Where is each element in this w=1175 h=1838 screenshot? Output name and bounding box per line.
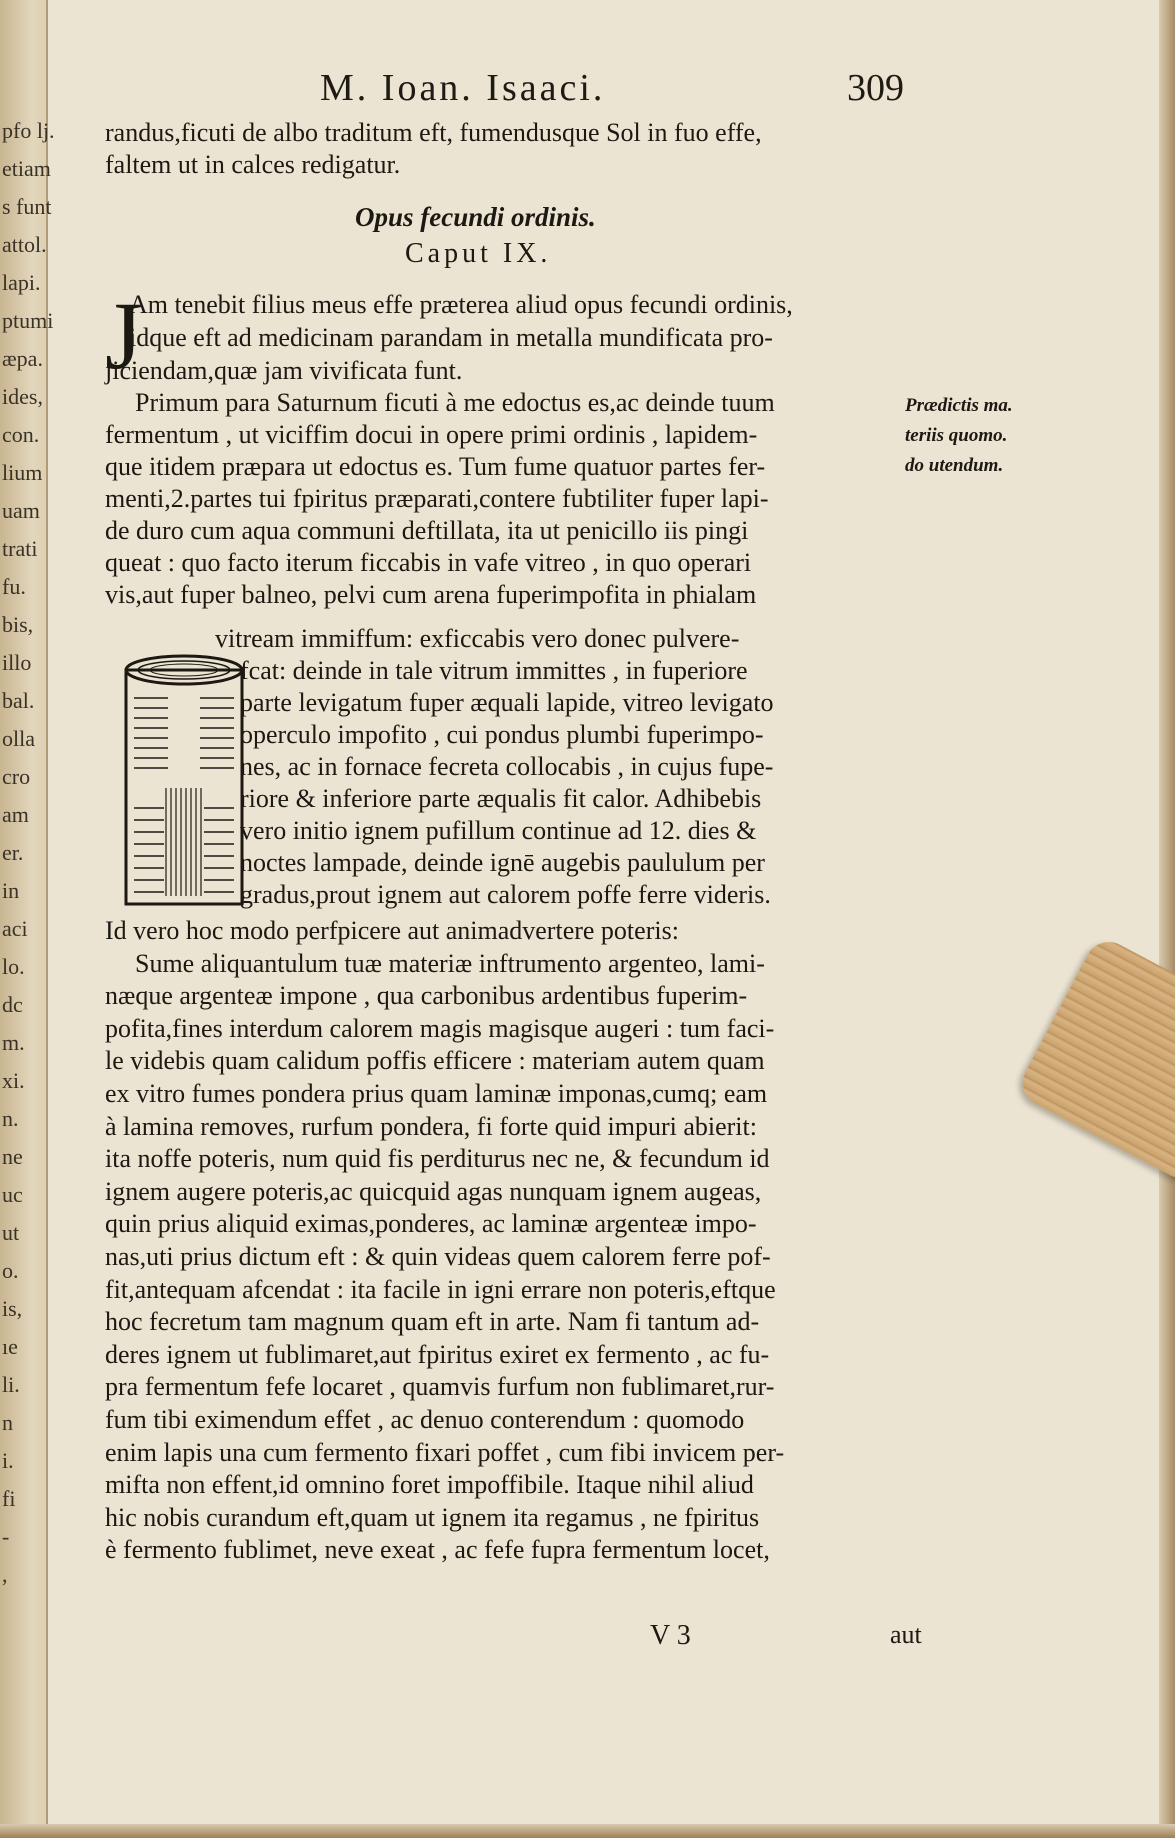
facing-page-fragment: am: [2, 802, 29, 827]
facing-page-fragment: ,: [2, 1562, 8, 1587]
facing-page-fragment: li.: [2, 1372, 20, 1397]
text-line: nes, ac in fornace fecreta collocabis , in cujus fupe-: [240, 752, 774, 781]
text-line: jiciendam,quæ jam vivificata funt.: [105, 356, 463, 385]
facing-page-fragment: lium: [2, 460, 43, 485]
text-line: à lamina removes, rurfum pondera, fi forte quid impuri abierit:: [105, 1111, 757, 1141]
facing-page-fragment: trati: [2, 536, 38, 561]
facing-page-fragment: -: [2, 1524, 10, 1549]
facing-page-fragment: pfo lj.: [2, 118, 55, 143]
text-line: hic nobis curandum eft,quam ut ignem ita regamus , ne fpiritus: [105, 1502, 760, 1532]
facing-page-fragment: uc: [2, 1182, 23, 1207]
facing-page-fragment: s funt: [2, 194, 52, 219]
facing-page-fragment: fu.: [2, 574, 26, 599]
marginal-note: [905, 395, 1055, 485]
text-line: parte levigatum fuper æquali lapide, vitreo levigato: [240, 688, 774, 717]
section-title: Opus fecundi ordinis.: [355, 202, 596, 232]
text-line: gradus,prout ignem aut calorem poffe ferre videris.: [240, 880, 771, 909]
text-line: faltem ut in calces redigatur.: [105, 150, 401, 179]
text-line: nas,uti prius dictum eft : & quin videas quem calorem ferre pof-: [105, 1242, 771, 1271]
facing-page-fragment: ptumi: [2, 308, 54, 333]
text-line: idque eft ad medicinam parandam in metalla mundificata pro-: [129, 323, 773, 352]
text-line: menti,2.partes tui fpiritus præparati,contere fubtiliter fuper lapi-: [105, 484, 769, 513]
page-number: 309: [847, 67, 904, 109]
facing-page-fragment: ides,: [2, 384, 43, 409]
text-line: Id vero hoc modo perfpicere aut animadvertere poteris:: [105, 916, 679, 945]
chapter-heading: Caput IX.: [405, 238, 552, 269]
text-line: fermentum , ut viciffim docui in opere primi ordinis , lapidem-: [105, 420, 758, 449]
facing-page-fragment: olla: [2, 726, 35, 751]
text-line: hoc fecretum tam magnum quam eft in arte. Nam fi tantum ad-: [105, 1307, 760, 1337]
facing-page-fragment: bal.: [2, 688, 35, 713]
text-line: de duro cum aqua communi deftillata, ita ut penicillo iis pingi: [105, 516, 749, 545]
marginal-note-line: do utendum.: [905, 455, 1004, 476]
wooden-page-holder: [1014, 934, 1175, 1187]
facing-page-fragment: cro: [2, 764, 31, 789]
text-line: pra fermentum fefe locaret , quamvis furfum non fublimaret,rur-: [105, 1372, 775, 1402]
text-line: pofita,fines interdum calorem magis magisque augeri : tum faci-: [105, 1013, 775, 1043]
facing-page-fragment: n: [2, 1410, 13, 1435]
marginal-note-line: Prædictis ma.: [905, 395, 1013, 416]
page-fore-edge: [1159, 0, 1175, 1838]
facing-page-fragment: aci: [2, 916, 28, 941]
facing-page-edge: [0, 0, 55, 1838]
text-line: operculo impofito , cui pondus plumbi fuperimpo-: [240, 720, 764, 749]
text-line: riore & inferiore parte æqualis fit calor. Adhibebis: [240, 784, 762, 813]
text-line: mifta non effent,id omnino foret impoffibile. Itaque nihil aliud: [105, 1470, 754, 1500]
text-line: randus,ficuti de albo traditum eft, fumendusque Sol in fuo effe,: [105, 118, 762, 147]
facing-page-fragment: m.: [2, 1030, 25, 1055]
facing-page-fragment: uam: [2, 498, 40, 523]
running-title: M. Ioan. Isaaci.: [320, 67, 606, 109]
text-line: Primum para Saturnum ficuti à me edoctus es,ac deinde tuum: [135, 388, 775, 417]
text-line: noctes lampade, deinde ignē augebis paululum per: [240, 848, 765, 877]
text-line: enim lapis una cum fermento fixari poffet , cum fibi invicem per-: [105, 1437, 785, 1467]
page-bottom-edge: [0, 1824, 1175, 1838]
facing-page-fragment: ut: [2, 1220, 20, 1245]
facing-page-fragment: attol.: [2, 232, 47, 257]
facing-page-fragment: æpa.: [2, 346, 43, 371]
signature-mark: V 3: [650, 1620, 691, 1651]
text-line: quin prius aliquid eximas,ponderes, ac laminæ argenteæ impo-: [105, 1209, 757, 1239]
text-line: ignem augere poteris,ac quicquid agas nunquam ignem augeas,: [105, 1176, 762, 1206]
facing-page-fragment: bis,: [2, 612, 34, 637]
facing-page-fragment: fi: [2, 1486, 16, 1511]
facing-page-fragment: n.: [2, 1106, 19, 1131]
text-line: que itidem præpara ut edoctus es. Tum fume quatuor partes fer-: [105, 452, 766, 481]
facing-page-fragment: er.: [2, 840, 24, 865]
text-line: ex vitro fumes pondera prius quam laminæ imponas,cumq; eam: [105, 1079, 768, 1108]
facing-page-fragment: ne: [2, 1144, 23, 1169]
text-line: è fermento fublimet, neve exeat , ac fefe fupra fermentum locet,: [105, 1535, 770, 1565]
facing-page-fragment: lo.: [2, 954, 25, 979]
text-line: fit,antequam afcendat : ita facile in igni errare non poteris,eftque: [105, 1274, 776, 1304]
text-line: vitream immiffum: exficcabis vero donec pulvere-: [215, 624, 740, 653]
text-line: le videbis quam calidum poffis efficere : materiam autem quam: [105, 1046, 765, 1076]
facing-page-fragment: ıe: [2, 1334, 18, 1359]
text-line: vis,aut fuper balneo, pelvi cum arena fuperimpofita in phialam: [105, 580, 757, 609]
running-header: [320, 66, 920, 110]
text-line: ita noffe poteris, num quid fis perditurus nec ne, & fecundum id: [105, 1144, 770, 1174]
text-line: Am tenebit filius meus effe præterea aliud opus fecundi ordinis,: [129, 290, 793, 319]
marginal-note-line: teriis quomo.: [905, 425, 1008, 446]
facing-page-fragment: con.: [2, 422, 40, 447]
text-line: queat : quo facto iterum ficcabis in vafe vitreo , in quo operari: [105, 548, 752, 577]
text-line: deres ignem ut fublimaret,aut fpiritus exiret ex fermento , ac fu-: [105, 1339, 770, 1369]
facing-page-fragment: dc: [2, 992, 23, 1017]
facing-page-fragment: is,: [2, 1296, 23, 1321]
facing-page-fragment: lapi.: [2, 270, 41, 295]
catchword: aut: [890, 1620, 922, 1649]
facing-page-fragment: xi.: [2, 1068, 25, 1093]
facing-page-fragment: o.: [2, 1258, 19, 1283]
facing-page-fragment: illo: [2, 650, 32, 675]
drop-cap: J: [105, 282, 143, 389]
facing-page-fragment: in: [2, 878, 20, 903]
text-line: næque argenteæ impone , qua carbonibus ardentibus fuperim-: [105, 981, 748, 1011]
glass-vessel-illustration: [120, 648, 248, 910]
text-line: Sume aliquantulum tuæ materiæ inftrumento argenteo, lami-: [135, 948, 765, 978]
facing-page-fragment: etiam: [2, 156, 51, 181]
text-line: fcat: deinde in tale vitrum immittes , in fuperiore: [240, 656, 748, 685]
facing-page-fragment: i.: [2, 1448, 14, 1473]
text-line: vero initio ignem pufillum continue ad 12. dies &: [240, 816, 757, 845]
text-line: fum tibi eximendum effet , ac denuo conterendum : quomodo: [105, 1405, 745, 1434]
